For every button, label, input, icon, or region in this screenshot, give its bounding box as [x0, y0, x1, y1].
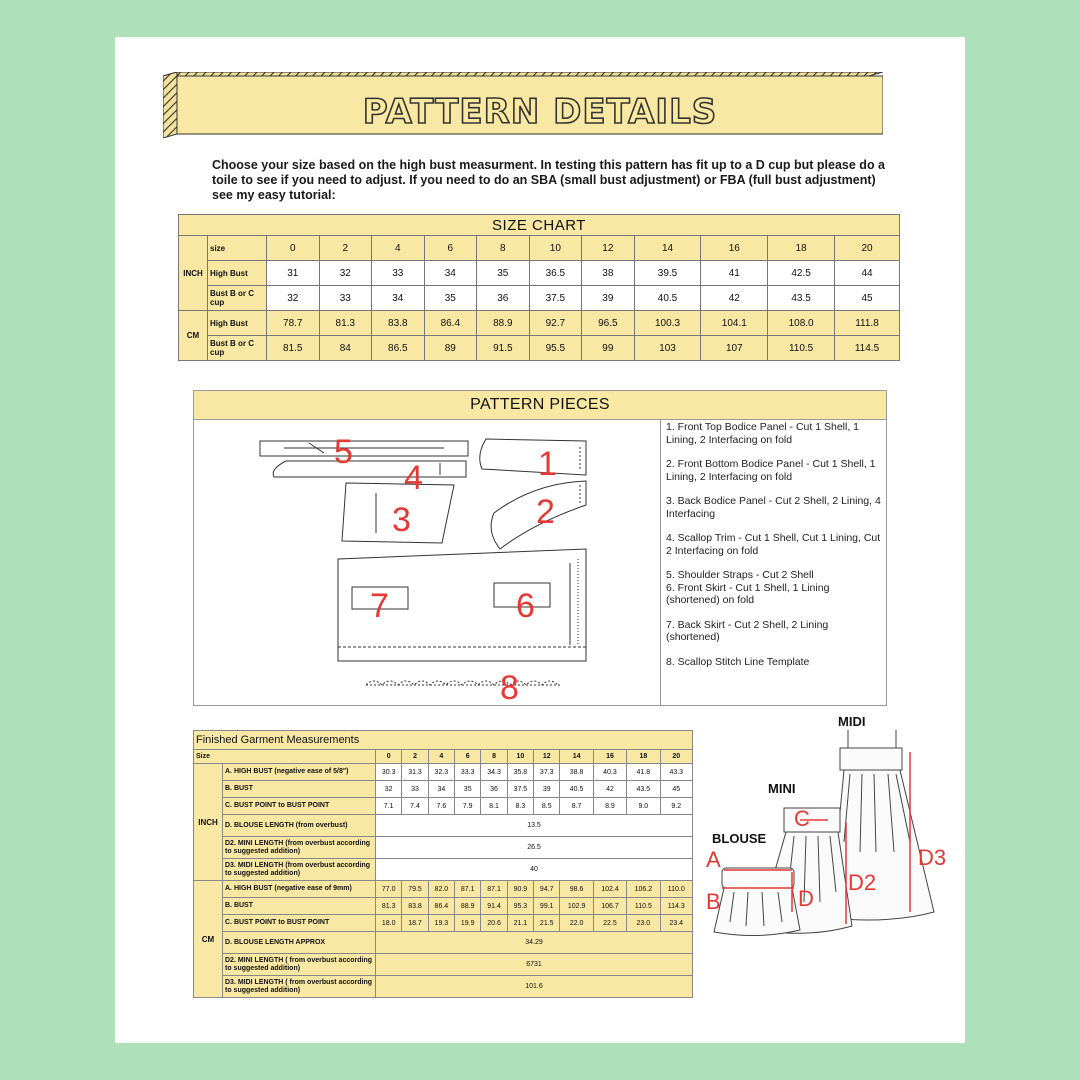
cell: 43.5: [627, 781, 660, 798]
cell: 81.3: [376, 898, 402, 915]
table-row: [194, 815, 693, 837]
cell: 8.9: [593, 798, 626, 815]
piece-number-4: 4: [404, 459, 423, 497]
cell: 81.5: [267, 336, 320, 361]
cell: 39.5: [634, 261, 701, 286]
cell: 82.0: [428, 881, 454, 898]
table-row: [179, 336, 900, 361]
cell: 107: [701, 336, 768, 361]
cell: 38: [582, 261, 635, 286]
cell: 40.5: [634, 286, 701, 311]
size-col: 14: [634, 236, 701, 261]
pattern-pieces-panel: [193, 390, 887, 706]
cell: 44: [835, 261, 900, 286]
cell: 111.8: [835, 311, 900, 336]
list-item: 7. Back Skirt - Cut 2 Shell, 2 Lining (shortened): [666, 618, 829, 643]
cell: 34.3: [481, 764, 507, 781]
table-row: [194, 781, 693, 798]
size-col: 8: [481, 750, 507, 764]
cell: 13.5: [376, 815, 693, 837]
table-row: [194, 932, 693, 954]
table-row: [179, 286, 900, 311]
size-col: 10: [507, 750, 533, 764]
cell: 88.9: [477, 311, 530, 336]
cell: 20.6: [481, 915, 507, 932]
cell: 87.1: [455, 881, 481, 898]
cell: 32.3: [428, 764, 454, 781]
cell: 86.4: [424, 311, 477, 336]
size-col: 10: [529, 236, 582, 261]
cell: 106.2: [627, 881, 660, 898]
row-label: D. BLOUSE LENGTH APPROX: [223, 932, 376, 954]
cell: 8.3: [507, 798, 533, 815]
cell: 43.3: [660, 764, 692, 781]
size-chart-caption: SIZE CHART: [179, 215, 900, 236]
size-col: 6: [424, 236, 477, 261]
cell: 39: [534, 781, 560, 798]
cell: 22.5: [593, 915, 626, 932]
cell: 86.4: [428, 898, 454, 915]
unit-inch: INCH: [179, 236, 208, 311]
size-col: 4: [428, 750, 454, 764]
cell: 79.5: [402, 881, 428, 898]
piece-number-2: 2: [536, 493, 555, 531]
label-blouse: BLOUSE: [712, 831, 767, 846]
cell: 95.5: [529, 336, 582, 361]
marker-a: A: [706, 847, 721, 872]
table-row: [179, 261, 900, 286]
cell: 34.29: [376, 932, 693, 954]
list-item: 1. Front Top Bodice Panel - Cut 1 Shell, 1 Lining, 2 Interfacing on fold: [666, 421, 859, 446]
cell: 110.5: [768, 336, 835, 361]
garment-illustration: [700, 712, 962, 952]
size-header: size: [208, 236, 267, 261]
cell: 99.1: [534, 898, 560, 915]
row-label: D2. MINI LENGTH ( from overbust according to suggested addition): [223, 954, 376, 976]
row-label: Bust B or C cup: [208, 336, 267, 361]
cell: 94.7: [534, 881, 560, 898]
cell: 33: [319, 286, 372, 311]
row-label: High Bust: [208, 261, 267, 286]
cell: 39: [582, 286, 635, 311]
cell: 35.8: [507, 764, 533, 781]
size-col: 20: [835, 236, 900, 261]
cell: 8.1: [481, 798, 507, 815]
cell: 98.6: [560, 881, 593, 898]
unit-inch: INCH: [194, 764, 223, 881]
cell: 36: [481, 781, 507, 798]
size-chart-header-row: [179, 236, 900, 261]
cell: 102.9: [560, 898, 593, 915]
table-row: [194, 881, 693, 898]
cell: 7.6: [428, 798, 454, 815]
cell: 8.7: [560, 798, 593, 815]
cell: 91.5: [477, 336, 530, 361]
unit-cm: CM: [179, 311, 208, 361]
size-col: 0: [376, 750, 402, 764]
cell: 86.5: [372, 336, 425, 361]
unit-cm: CM: [194, 881, 223, 998]
cell: 34: [372, 286, 425, 311]
cell: 26.5: [376, 837, 693, 859]
cell: 40.3: [593, 764, 626, 781]
row-label: A. HIGH BUST (negative ease of 5/8"): [223, 764, 376, 781]
table-row: [194, 764, 693, 781]
cell: 83.8: [372, 311, 425, 336]
cell: 32: [319, 261, 372, 286]
cell: 83.8: [402, 898, 428, 915]
cell: 18.7: [402, 915, 428, 932]
size-col: 4: [372, 236, 425, 261]
table-row: [179, 311, 900, 336]
cell: 9.0: [627, 798, 660, 815]
label-mini: MINI: [768, 781, 796, 796]
piece-number-7: 7: [370, 587, 389, 625]
cell: 114.3: [660, 898, 692, 915]
cell: 33.3: [455, 764, 481, 781]
size-col: 2: [402, 750, 428, 764]
piece-shape-1: [480, 439, 586, 475]
cell: 7.9: [455, 798, 481, 815]
cell: 114.5: [835, 336, 900, 361]
list-item: 5. Shoulder Straps - Cut 2 Shell: [666, 569, 814, 581]
table-row: [194, 976, 693, 998]
cell: 43.5: [768, 286, 835, 311]
cell: 106.7: [593, 898, 626, 915]
size-col: 0: [267, 236, 320, 261]
marker-d: D: [798, 886, 814, 911]
cell: 19.3: [428, 915, 454, 932]
piece-shape-4: [273, 461, 466, 477]
size-col: 12: [534, 750, 560, 764]
cell: 7.1: [376, 798, 402, 815]
list-item: 2. Front Bottom Bodice Panel - Cut 1 Shell, 1 Lining, 2 Interfacing on fold: [666, 458, 876, 483]
size-col: 20: [660, 750, 692, 764]
label-midi: MIDI: [838, 714, 866, 729]
row-label: D. BLOUSE LENGTH (from overbust): [223, 815, 376, 837]
size-header: Size: [194, 750, 376, 764]
list-item: 6. Front Skirt - Cut 1 Shell, 1 Lining (shortened) on fold: [666, 581, 830, 606]
cell: 30.3: [376, 764, 402, 781]
cell: 35: [455, 781, 481, 798]
cell: 110.5: [627, 898, 660, 915]
row-label: A. HIGH BUST (negative ease of 9mm): [223, 881, 376, 898]
blouse: [714, 868, 800, 936]
cell: 8.5: [534, 798, 560, 815]
list-item: 3. Back Bodice Panel - Cut 2 Shell, 2 Lining, 4 Interfacing: [666, 495, 881, 520]
size-col: 18: [768, 236, 835, 261]
cell: 33: [372, 261, 425, 286]
page-title: PATTERN DETAILS: [362, 92, 718, 132]
piece-number-5: 5: [334, 433, 353, 471]
cell: 77.0: [376, 881, 402, 898]
cell: 23.0: [627, 915, 660, 932]
cell: 42.5: [768, 261, 835, 286]
cell: 41: [701, 261, 768, 286]
divider: [660, 419, 661, 705]
cell: 32: [376, 781, 402, 798]
cell: 34: [424, 261, 477, 286]
cell: 87.1: [481, 881, 507, 898]
cell: 32: [267, 286, 320, 311]
cell: 37.3: [534, 764, 560, 781]
cell: 110.0: [660, 881, 692, 898]
cell: 42: [593, 781, 626, 798]
cell: 23.4: [660, 915, 692, 932]
row-label: B. BUST: [223, 781, 376, 798]
cell: 103: [634, 336, 701, 361]
row-label: High Bust: [208, 311, 267, 336]
row-label: B. BUST: [223, 898, 376, 915]
table-row: [194, 798, 693, 815]
cell: 40: [376, 859, 693, 881]
cell: 9.2: [660, 798, 692, 815]
row-label: D3. MIDI LENGTH (from overbust according to suggested addition): [223, 859, 376, 881]
cell: 108.0: [768, 311, 835, 336]
intro-text: Choose your size based on the high bust measurment. In testing this pattern has fit up to a D cup but please do a toile to see if you need to adjust. If you need to do an SBA (small bust adjustment) or FBA (full bust adjustment) see my easy tutorial:: [212, 158, 885, 202]
cell: 88.9: [455, 898, 481, 915]
marker-b: B: [706, 889, 721, 914]
finished-caption: Finished Garment Measurements: [194, 731, 693, 750]
cell: 40.5: [560, 781, 593, 798]
size-col: 18: [627, 750, 660, 764]
cell: 45: [660, 781, 692, 798]
cell: 21.5: [534, 915, 560, 932]
cell: 41.8: [627, 764, 660, 781]
cell: 100.3: [634, 311, 701, 336]
marker-d2: D2: [848, 870, 877, 895]
size-col: 6: [455, 750, 481, 764]
piece-number-8: 8: [500, 669, 519, 705]
row-label: C. BUST POINT to BUST POINT: [223, 798, 376, 815]
table-row: [194, 859, 693, 881]
cell: 95.3: [507, 898, 533, 915]
cell: 84: [319, 336, 372, 361]
cell: 21.1: [507, 915, 533, 932]
list-item: 8. Scallop Stitch Line Template: [666, 655, 810, 668]
cell: 37.5: [529, 286, 582, 311]
cell: 38.8: [560, 764, 593, 781]
cell: 92.7: [529, 311, 582, 336]
piece-number-6: 6: [516, 587, 535, 625]
cell: 42: [701, 286, 768, 311]
cell: 78.7: [267, 311, 320, 336]
size-col: 16: [701, 236, 768, 261]
cell: 6731: [376, 954, 693, 976]
pattern-pieces-list: [666, 421, 881, 680]
cell: 37.5: [507, 781, 533, 798]
table-row: [194, 837, 693, 859]
cell: 19.9: [455, 915, 481, 932]
marker-d3: D3: [918, 845, 947, 870]
row-label: C. BUST POINT to BUST POINT: [223, 915, 376, 932]
size-col: 16: [593, 750, 626, 764]
cell: 33: [402, 781, 428, 798]
piece-number-1: 1: [538, 445, 557, 483]
cell: 18.0: [376, 915, 402, 932]
table-row: [194, 898, 693, 915]
pattern-pieces-header: PATTERN PIECES: [194, 391, 886, 420]
cell: 7.4: [402, 798, 428, 815]
row-label: D2. MINI LENGTH (from overbust according to suggested addition): [223, 837, 376, 859]
size-col: 2: [319, 236, 372, 261]
size-chart-table: [178, 214, 900, 361]
cell: 89: [424, 336, 477, 361]
cell: 104.1: [701, 311, 768, 336]
cell: 31.3: [402, 764, 428, 781]
cell: 101.6: [376, 976, 693, 998]
cell: 99: [582, 336, 635, 361]
size-col: 14: [560, 750, 593, 764]
piece-shape-8: [366, 681, 558, 685]
cell: 36.5: [529, 261, 582, 286]
cell: 35: [477, 261, 530, 286]
cell: 96.5: [582, 311, 635, 336]
row-label: Bust B or C cup: [208, 286, 267, 311]
cell: 91.4: [481, 898, 507, 915]
size-col: 8: [477, 236, 530, 261]
cell: 90.9: [507, 881, 533, 898]
cell: 31: [267, 261, 320, 286]
size-col: 12: [582, 236, 635, 261]
cell: 35: [424, 286, 477, 311]
finished-measurements-table: [193, 730, 693, 998]
list-item: 4. Scallop Trim - Cut 1 Shell, Cut 1 Lining, Cut 2 Interfacing on fold: [666, 532, 881, 557]
table-row: [194, 915, 693, 932]
piece-number-3: 3: [392, 501, 411, 539]
cell: 81.3: [319, 311, 372, 336]
finished-header-row: [194, 750, 693, 764]
table-row: [194, 954, 693, 976]
row-label: D3. MIDI LENGTH ( from overbust according to suggested addition): [223, 976, 376, 998]
cell: 36: [477, 286, 530, 311]
cell: 22.0: [560, 915, 593, 932]
cell: 45: [835, 286, 900, 311]
marker-c: C: [794, 806, 810, 831]
cell: 34: [428, 781, 454, 798]
pattern-pieces-diagram: [194, 419, 660, 705]
cell: 102.4: [593, 881, 626, 898]
